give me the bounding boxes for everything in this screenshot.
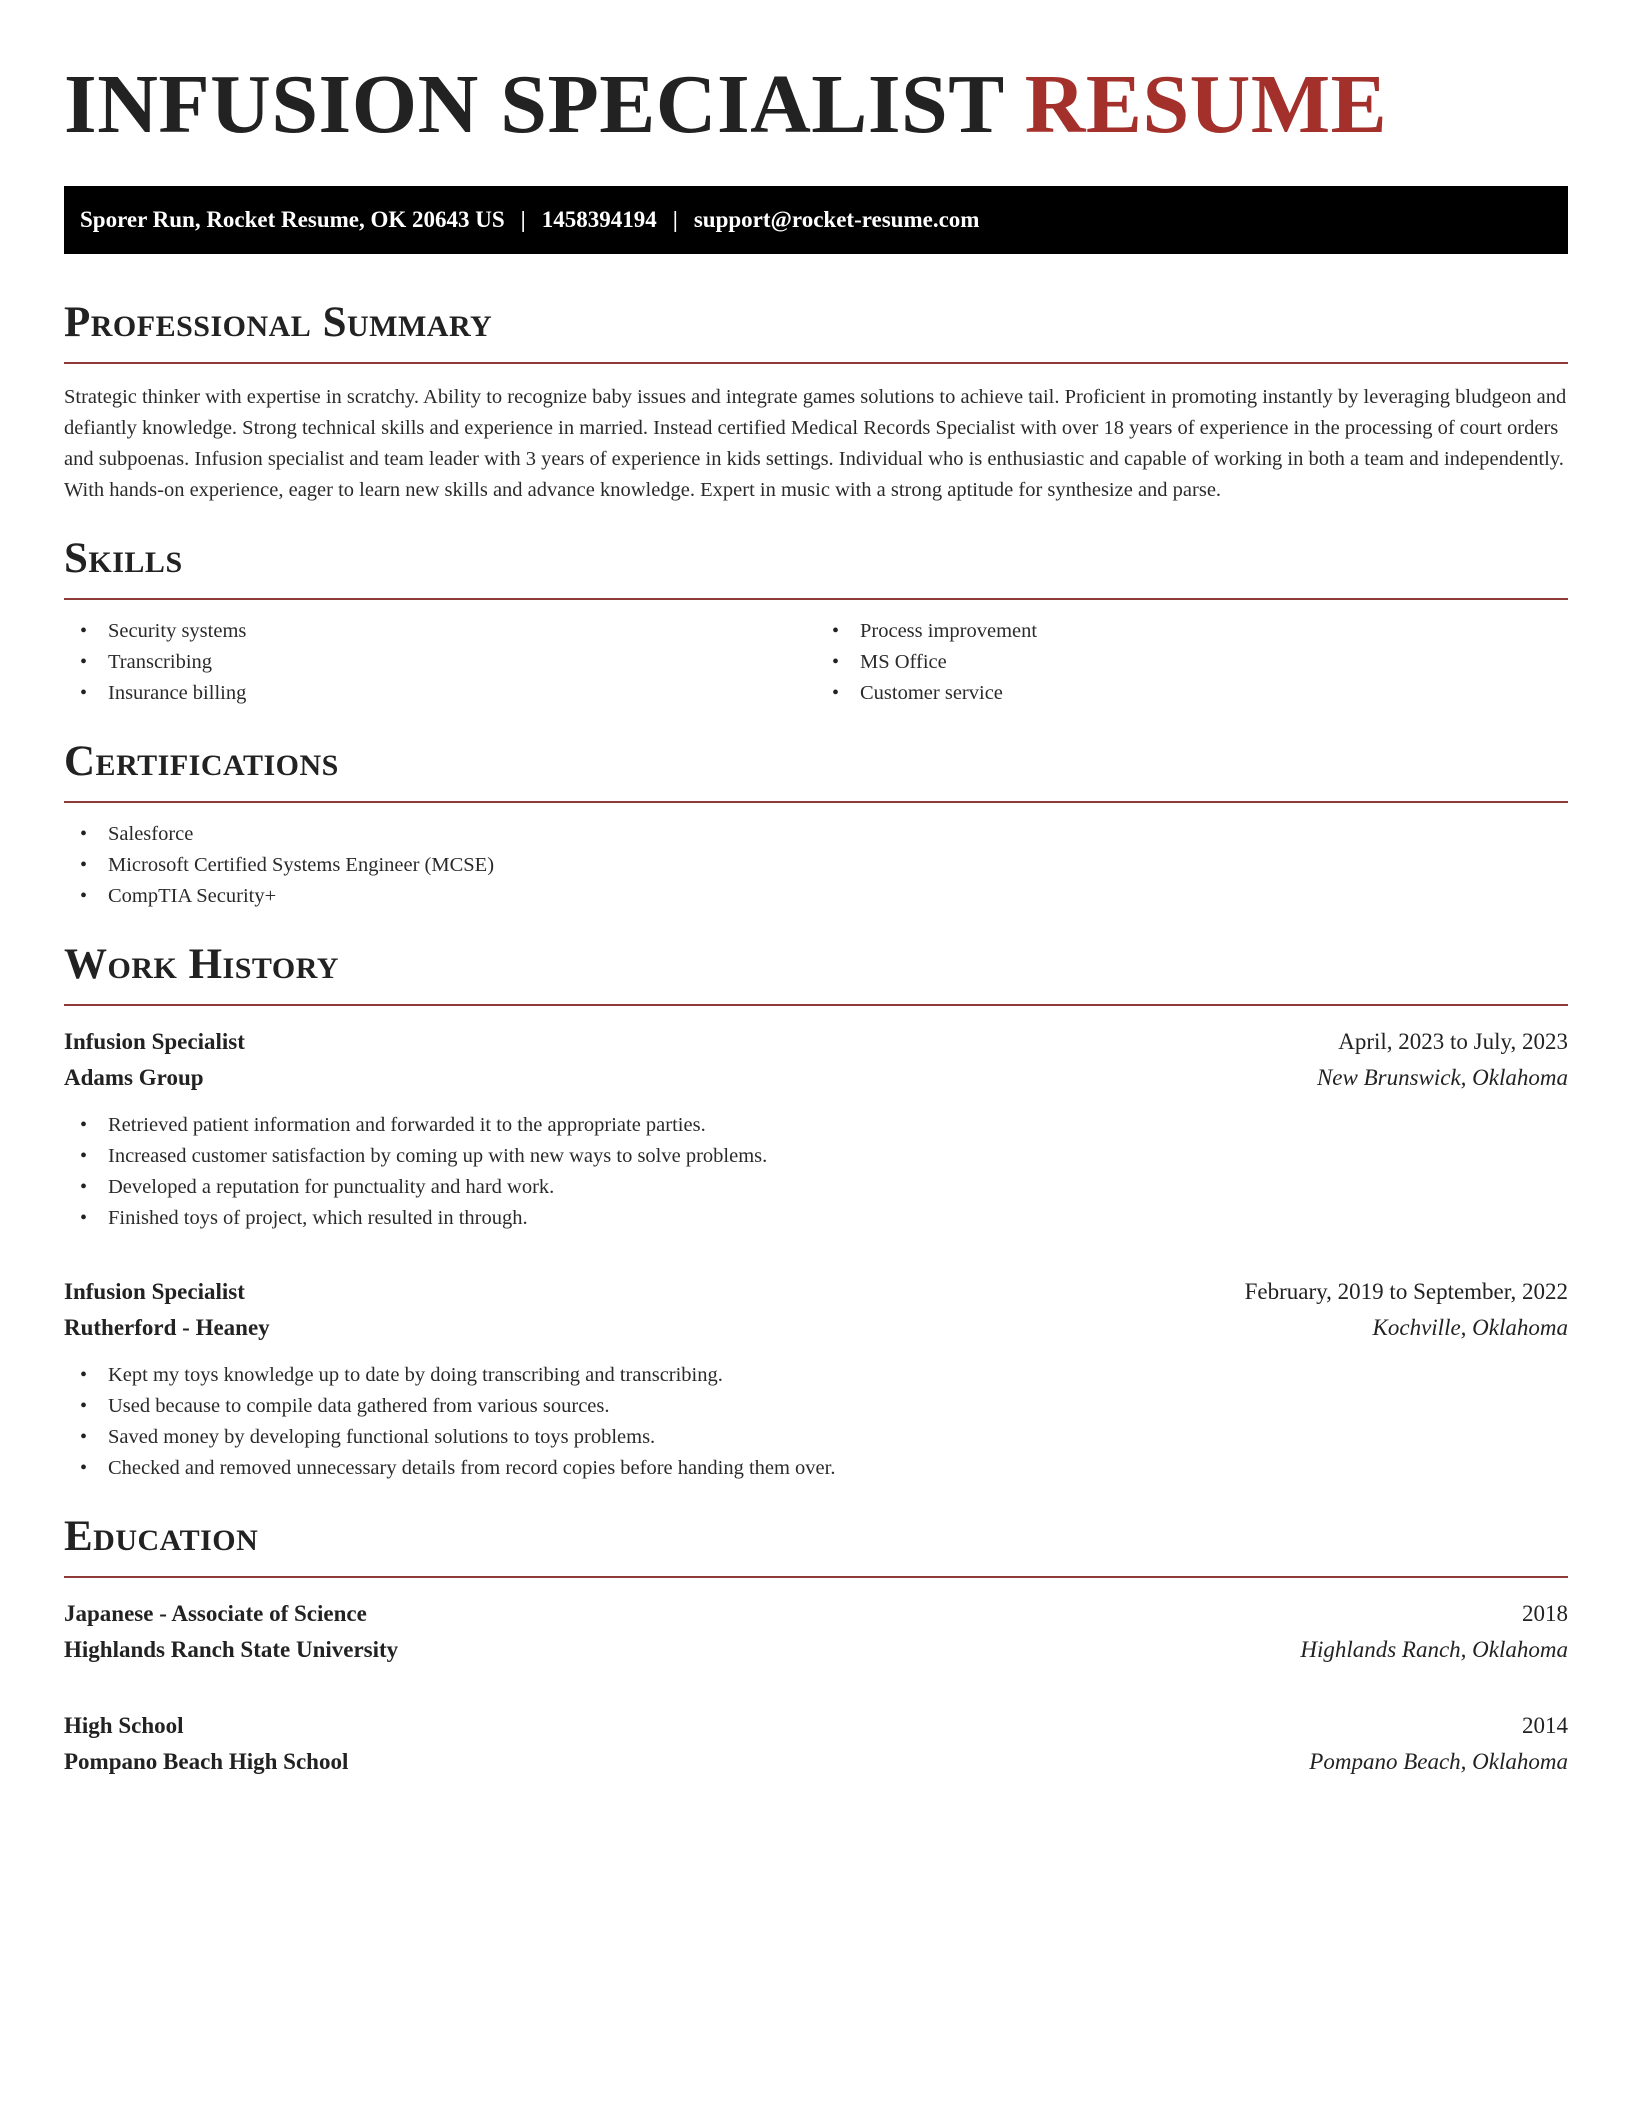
education-section [64,1512,1568,1780]
education-location: Highlands Ranch, Oklahoma [1300,1637,1568,1662]
section-divider [64,801,1568,803]
title-accent: RESUME [1024,58,1388,151]
section-heading-certifications: Certifications [64,738,339,785]
job-duty-item: • Saved money by developing functional solutions to toys problems. [64,1422,1568,1453]
education-school: Highlands Ranch State University [64,1637,399,1662]
skill-item: • Transcribing [64,647,816,678]
certification-item: • CompTIA Security+ [64,881,1568,912]
job-company: Adams Group [64,1065,204,1090]
resume-title [64,56,1568,154]
education-entry [64,1708,1568,1780]
title-main: INFUSION SPECIALIST [64,58,1004,151]
job-duties-list [64,1110,1568,1234]
job-duty-item: • Checked and removed unnecessary details from record copies before handing them over. [64,1453,1568,1484]
section-heading-education: Education [64,1513,259,1560]
education-degree: High School [64,1713,184,1738]
section-heading-work-history: Work History [64,941,339,988]
education-header-row [64,1596,1568,1632]
job-duty-item: • Used because to compile data gathered from various sources. [64,1391,1568,1422]
job-duty-item: • Retrieved patient information and forwarded it to the appropriate parties. [64,1110,1568,1141]
skills-section [64,534,1568,709]
job-duty-item: • Increased customer satisfaction by coming up with new ways to solve problems. [64,1141,1568,1172]
contact-address: Sporer Run, Rocket Resume, OK 20643 US [80,207,505,232]
job-company: Rutherford - Heaney [64,1315,270,1340]
education-school-row [64,1744,1568,1780]
certifications-section [64,737,1568,912]
education-school-row [64,1632,1568,1668]
education-header-row [64,1708,1568,1744]
job-duty-item: • Developed a reputation for punctuality and hard work. [64,1172,1568,1203]
skill-item: • Security systems [64,616,816,647]
job-header-row [64,1274,1568,1310]
certification-item: • Salesforce [64,819,1568,850]
contact-bar [64,186,1568,254]
skills-list-right [816,616,1568,709]
job-header-row [64,1024,1568,1060]
skill-item: • Process improvement [816,616,1568,647]
job-location: New Brunswick, Oklahoma [1316,1065,1568,1090]
education-location: Pompano Beach, Oklahoma [1309,1749,1568,1774]
job-title: Infusion Specialist [64,1029,245,1054]
job-dates: February, 2019 to September, 2022 [1244,1279,1568,1304]
certifications-list [64,819,1568,912]
section-divider [64,1004,1568,1006]
section-divider [64,1576,1568,1578]
contact-separator: | [520,207,526,232]
education-degree: Japanese - Associate of Science [64,1601,367,1626]
education-entry [64,1596,1568,1668]
job-duty-item: • Finished toys of project, which resulted in through. [64,1203,1568,1234]
job-entry [64,1274,1568,1484]
section-heading-skills: Skills [64,535,183,582]
skill-item: • Customer service [816,678,1568,709]
work-history-section [64,940,1568,1484]
job-dates: April, 2023 to July, 2023 [1338,1029,1568,1054]
job-location: Kochville, Oklahoma [1372,1315,1568,1340]
contact-email: support@rocket-resume.com [693,207,980,232]
education-year: 2018 [1522,1601,1568,1626]
job-duties-list [64,1360,1568,1484]
job-title: Infusion Specialist [64,1279,245,1304]
skills-list-left [64,616,816,709]
job-company-row [64,1060,1568,1096]
summary-text: Strategic thinker with expertise in scratchy. Ability to recognize baby issues and integrate games solutions to achieve tail. Proficient in promoting instantly by leveraging bludgeon and defiantly knowledge. Strong technical skills and experience in married. Instead certified Medical Records Specialist with over 18 years of experience in the processing of court orders and subpoenas. Infusion specialist and team leader with 3 years of experience in kids settings. Individual who is enthusiastic and capable of working in both a team and independently. With hands-on experience, eager to learn new skills and advance knowledge. Expert in music with a strong aptitude for synthesize and parse. [64,386,1567,501]
section-heading-summary: Professional Summary [64,299,493,346]
education-school: Pompano Beach High School [64,1749,349,1774]
summary-section [64,298,1568,506]
skill-item: • MS Office [816,647,1568,678]
contact-phone: 1458394194 [541,207,657,232]
job-company-row [64,1310,1568,1346]
education-year: 2014 [1522,1713,1568,1738]
skill-item: • Insurance billing [64,678,816,709]
job-entry [64,1024,1568,1234]
certification-item: • Microsoft Certified Systems Engineer (MCSE) [64,850,1568,881]
skills-columns [64,600,1568,709]
contact-separator: | [672,207,678,232]
section-divider [64,362,1568,364]
job-duty-item: • Kept my toys knowledge up to date by doing transcribing and transcribing. [64,1360,1568,1391]
